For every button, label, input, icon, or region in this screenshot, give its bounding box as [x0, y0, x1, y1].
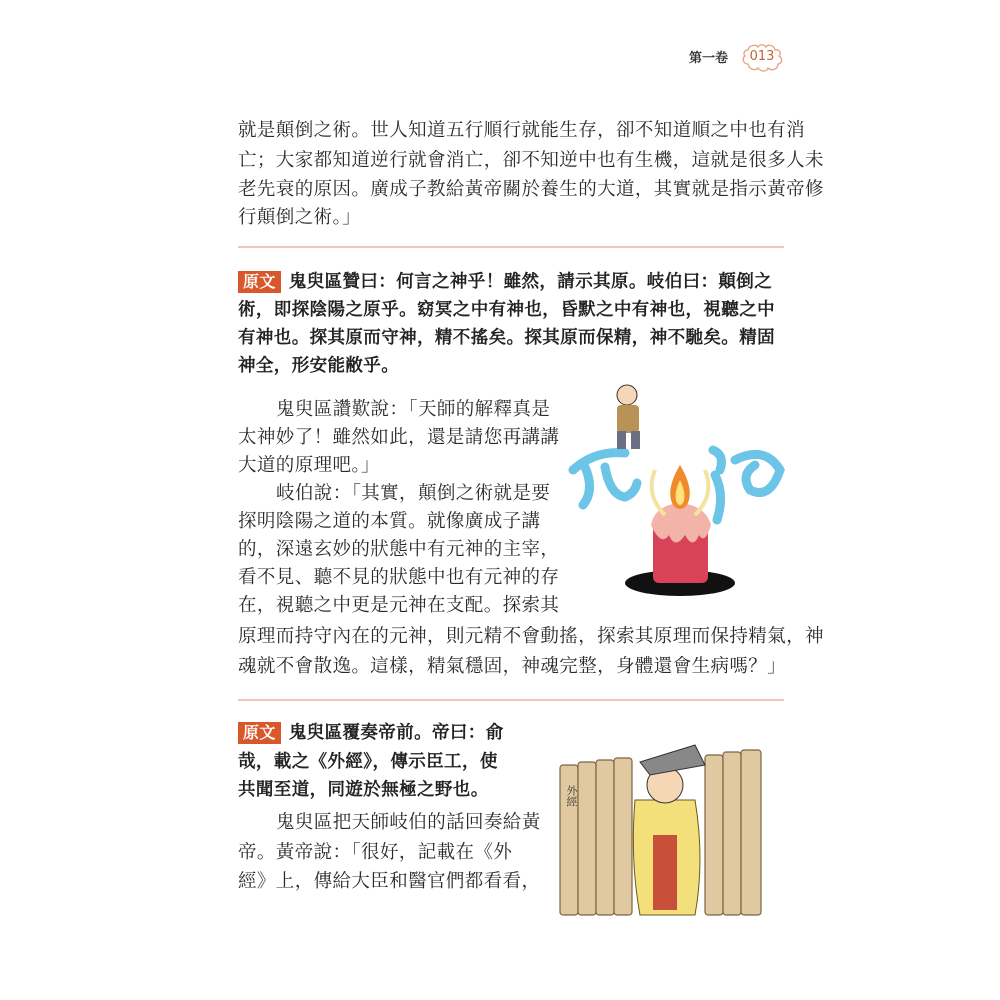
- text-line: 就是顛倒之術。世人知道五行順行就能生存，卻不知道順之中也有消: [238, 120, 806, 141]
- text-line: 術，即探陰陽之原乎。窈冥之中有神也，昏默之中有神也，視聽之中: [238, 300, 775, 320]
- text-line: 鬼臾區贊曰：何言之神乎！雖然，請示其原。岐伯曰：顛倒之: [288, 272, 773, 292]
- page-number-badge: [740, 40, 784, 74]
- scroll-label: 外經: [565, 785, 578, 807]
- original-text-badge: 原文: [238, 722, 281, 744]
- text-line: 太神妙了！雖然如此，還是請您再講講: [238, 427, 560, 448]
- text-line: 岐伯說：「其實，顛倒之術就是要: [276, 483, 551, 504]
- section-divider: [238, 246, 784, 248]
- chapter-title: 第一卷: [689, 51, 729, 66]
- text-line: 老先衰的原因。廣成子教給黃帝關於養生的大道，其實就是指示黃帝修: [238, 179, 824, 200]
- text-line: 鬼臾區把天師岐伯的話回奏給黃: [276, 812, 541, 833]
- text-line: 原理而持守內在的元神，則元精不會動搖，探索其原理而保持精氣，神: [238, 626, 824, 647]
- text-line: 看不見、聽不見的狀態中也有元神的存: [238, 567, 560, 588]
- text-line: 經》上，傳給大臣和醫官們都看看，: [238, 871, 541, 892]
- text-line: 的，深遠玄妙的狀態中有元神的主宰，: [238, 539, 560, 560]
- text-line: 鬼臾區讚歎說：「天師的解釋真是: [276, 399, 551, 420]
- text-line: 在，視聽之中更是元神在支配。探索其: [238, 595, 560, 616]
- text-line: 大道的原理吧。」: [238, 455, 380, 476]
- text-line: 共聞至道，同遊於無極之野也。: [238, 780, 489, 800]
- candle-spirit-illustration: [565, 375, 790, 609]
- original-text-badge: 原文: [238, 271, 281, 293]
- text-line: 有神也。探其原而守神，精不搖矣。探其原而保精，神不馳矣。精固: [238, 328, 775, 348]
- section-divider: [238, 699, 784, 701]
- text-line: 鬼臾區覆奏帝前。帝曰：俞: [288, 723, 504, 743]
- page-number: 013: [749, 49, 775, 64]
- text-line: 魂就不會散逸。這樣，精氣穩固，神魂完整，身體還會生病嗎？」: [238, 656, 787, 677]
- text-line: 帝。黃帝說：「很好，記載在《外: [238, 842, 513, 863]
- text-line: 行顛倒之術。」: [238, 207, 362, 228]
- text-line: 探明陰陽之道的本質。就像廣成子講: [238, 511, 541, 532]
- text-line: 神全，形安能敝乎。: [238, 356, 400, 376]
- text-line: 哉，載之《外經》，傳示臣工，使: [238, 752, 498, 772]
- text-line: 亡；大家都知道逆行就會消亡，卻不知逆中也有生機，這就是很多人未: [238, 150, 824, 171]
- emperor-scroll-illustration: [555, 740, 770, 924]
